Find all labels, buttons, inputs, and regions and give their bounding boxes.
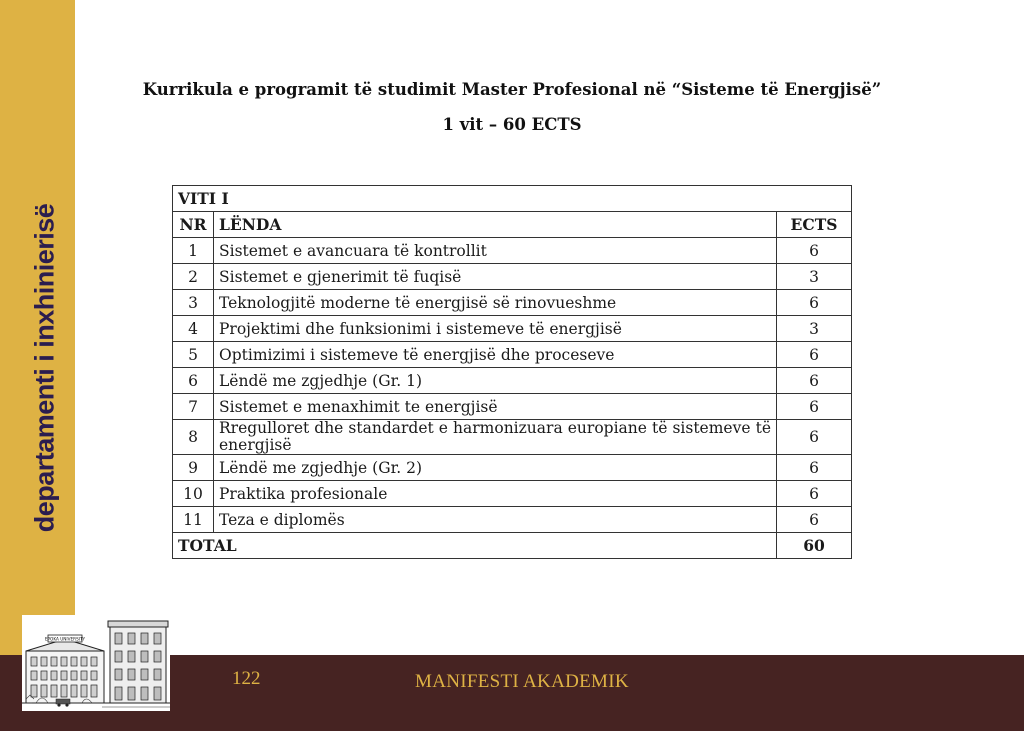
header-row (173, 212, 852, 238)
table-row (173, 420, 852, 455)
header-subject: LËNDA (214, 212, 777, 238)
row-ects: 6 (777, 238, 852, 264)
university-building-illustration (22, 615, 170, 711)
page-title: Kurrikula e programit të studimit Master Profesional në “Sisteme të Energjisë” (142, 80, 882, 99)
table-row (173, 316, 852, 342)
row-nr: 2 (173, 264, 214, 290)
row-subject: Lëndë me zgjedhje (Gr. 2) (214, 455, 777, 481)
row-nr: 8 (173, 420, 214, 455)
row-subject: Sistemet e menaxhimit te energjisë (214, 394, 777, 420)
total-row (173, 533, 852, 559)
row-subject: Lëndë me zgjedhje (Gr. 1) (214, 368, 777, 394)
row-nr: 4 (173, 316, 214, 342)
page-number: 122 (232, 668, 261, 689)
table-row (173, 290, 852, 316)
row-subject: Optimizimi i sistemeve të energjisë dhe proceseve (214, 342, 777, 368)
row-ects: 3 (777, 264, 852, 290)
row-nr: 9 (173, 455, 214, 481)
row-ects: 6 (777, 368, 852, 394)
table-row (173, 238, 852, 264)
total-value: 60 (777, 533, 852, 559)
row-ects: 6 (777, 420, 852, 455)
row-subject: Rregulloret dhe standardet e harmonizuara europiane të sistemeve të energjisë (214, 420, 777, 455)
publication-title: MANIFESTI AKADEMIK (415, 671, 629, 692)
row-nr: 3 (173, 290, 214, 316)
building-sign-text: EPOKA UNIVERSITY (44, 636, 86, 642)
page-subtitle: 1 vit – 60 ECTS (442, 115, 582, 134)
section-row (173, 186, 852, 212)
header-ects: ECTS (777, 212, 852, 238)
row-ects: 6 (777, 394, 852, 420)
table-row (173, 394, 852, 420)
table-row (173, 342, 852, 368)
total-label: TOTAL (173, 533, 777, 559)
row-subject: Sistemet e avancuara të kontrollit (214, 238, 777, 264)
header-nr: NR (173, 212, 214, 238)
row-ects: 6 (777, 481, 852, 507)
row-subject: Projektimi dhe funksionimi i sistemeve të energjisë (214, 316, 777, 342)
row-ects: 6 (777, 455, 852, 481)
department-vertical-label: departamenti i inxhinierisë (29, 203, 60, 533)
curriculum-table (172, 185, 852, 559)
section-label: VITI I (173, 186, 852, 212)
row-ects: 6 (777, 290, 852, 316)
row-nr: 11 (173, 507, 214, 533)
row-nr: 7 (173, 394, 214, 420)
row-subject: Praktika profesionale (214, 481, 777, 507)
row-nr: 6 (173, 368, 214, 394)
table-row (173, 455, 852, 481)
row-nr: 1 (173, 238, 214, 264)
table-row (173, 507, 852, 533)
row-ects: 3 (777, 316, 852, 342)
row-subject: Sistemet e gjenerimit të fuqisë (214, 264, 777, 290)
table-row (173, 264, 852, 290)
row-subject: Teza e diplomës (214, 507, 777, 533)
row-ects: 6 (777, 507, 852, 533)
row-nr: 10 (173, 481, 214, 507)
row-ects: 6 (777, 342, 852, 368)
table-row (173, 481, 852, 507)
table-row (173, 368, 852, 394)
row-subject: Teknologjitë moderne të energjisë së rinovueshme (214, 290, 777, 316)
row-nr: 5 (173, 342, 214, 368)
